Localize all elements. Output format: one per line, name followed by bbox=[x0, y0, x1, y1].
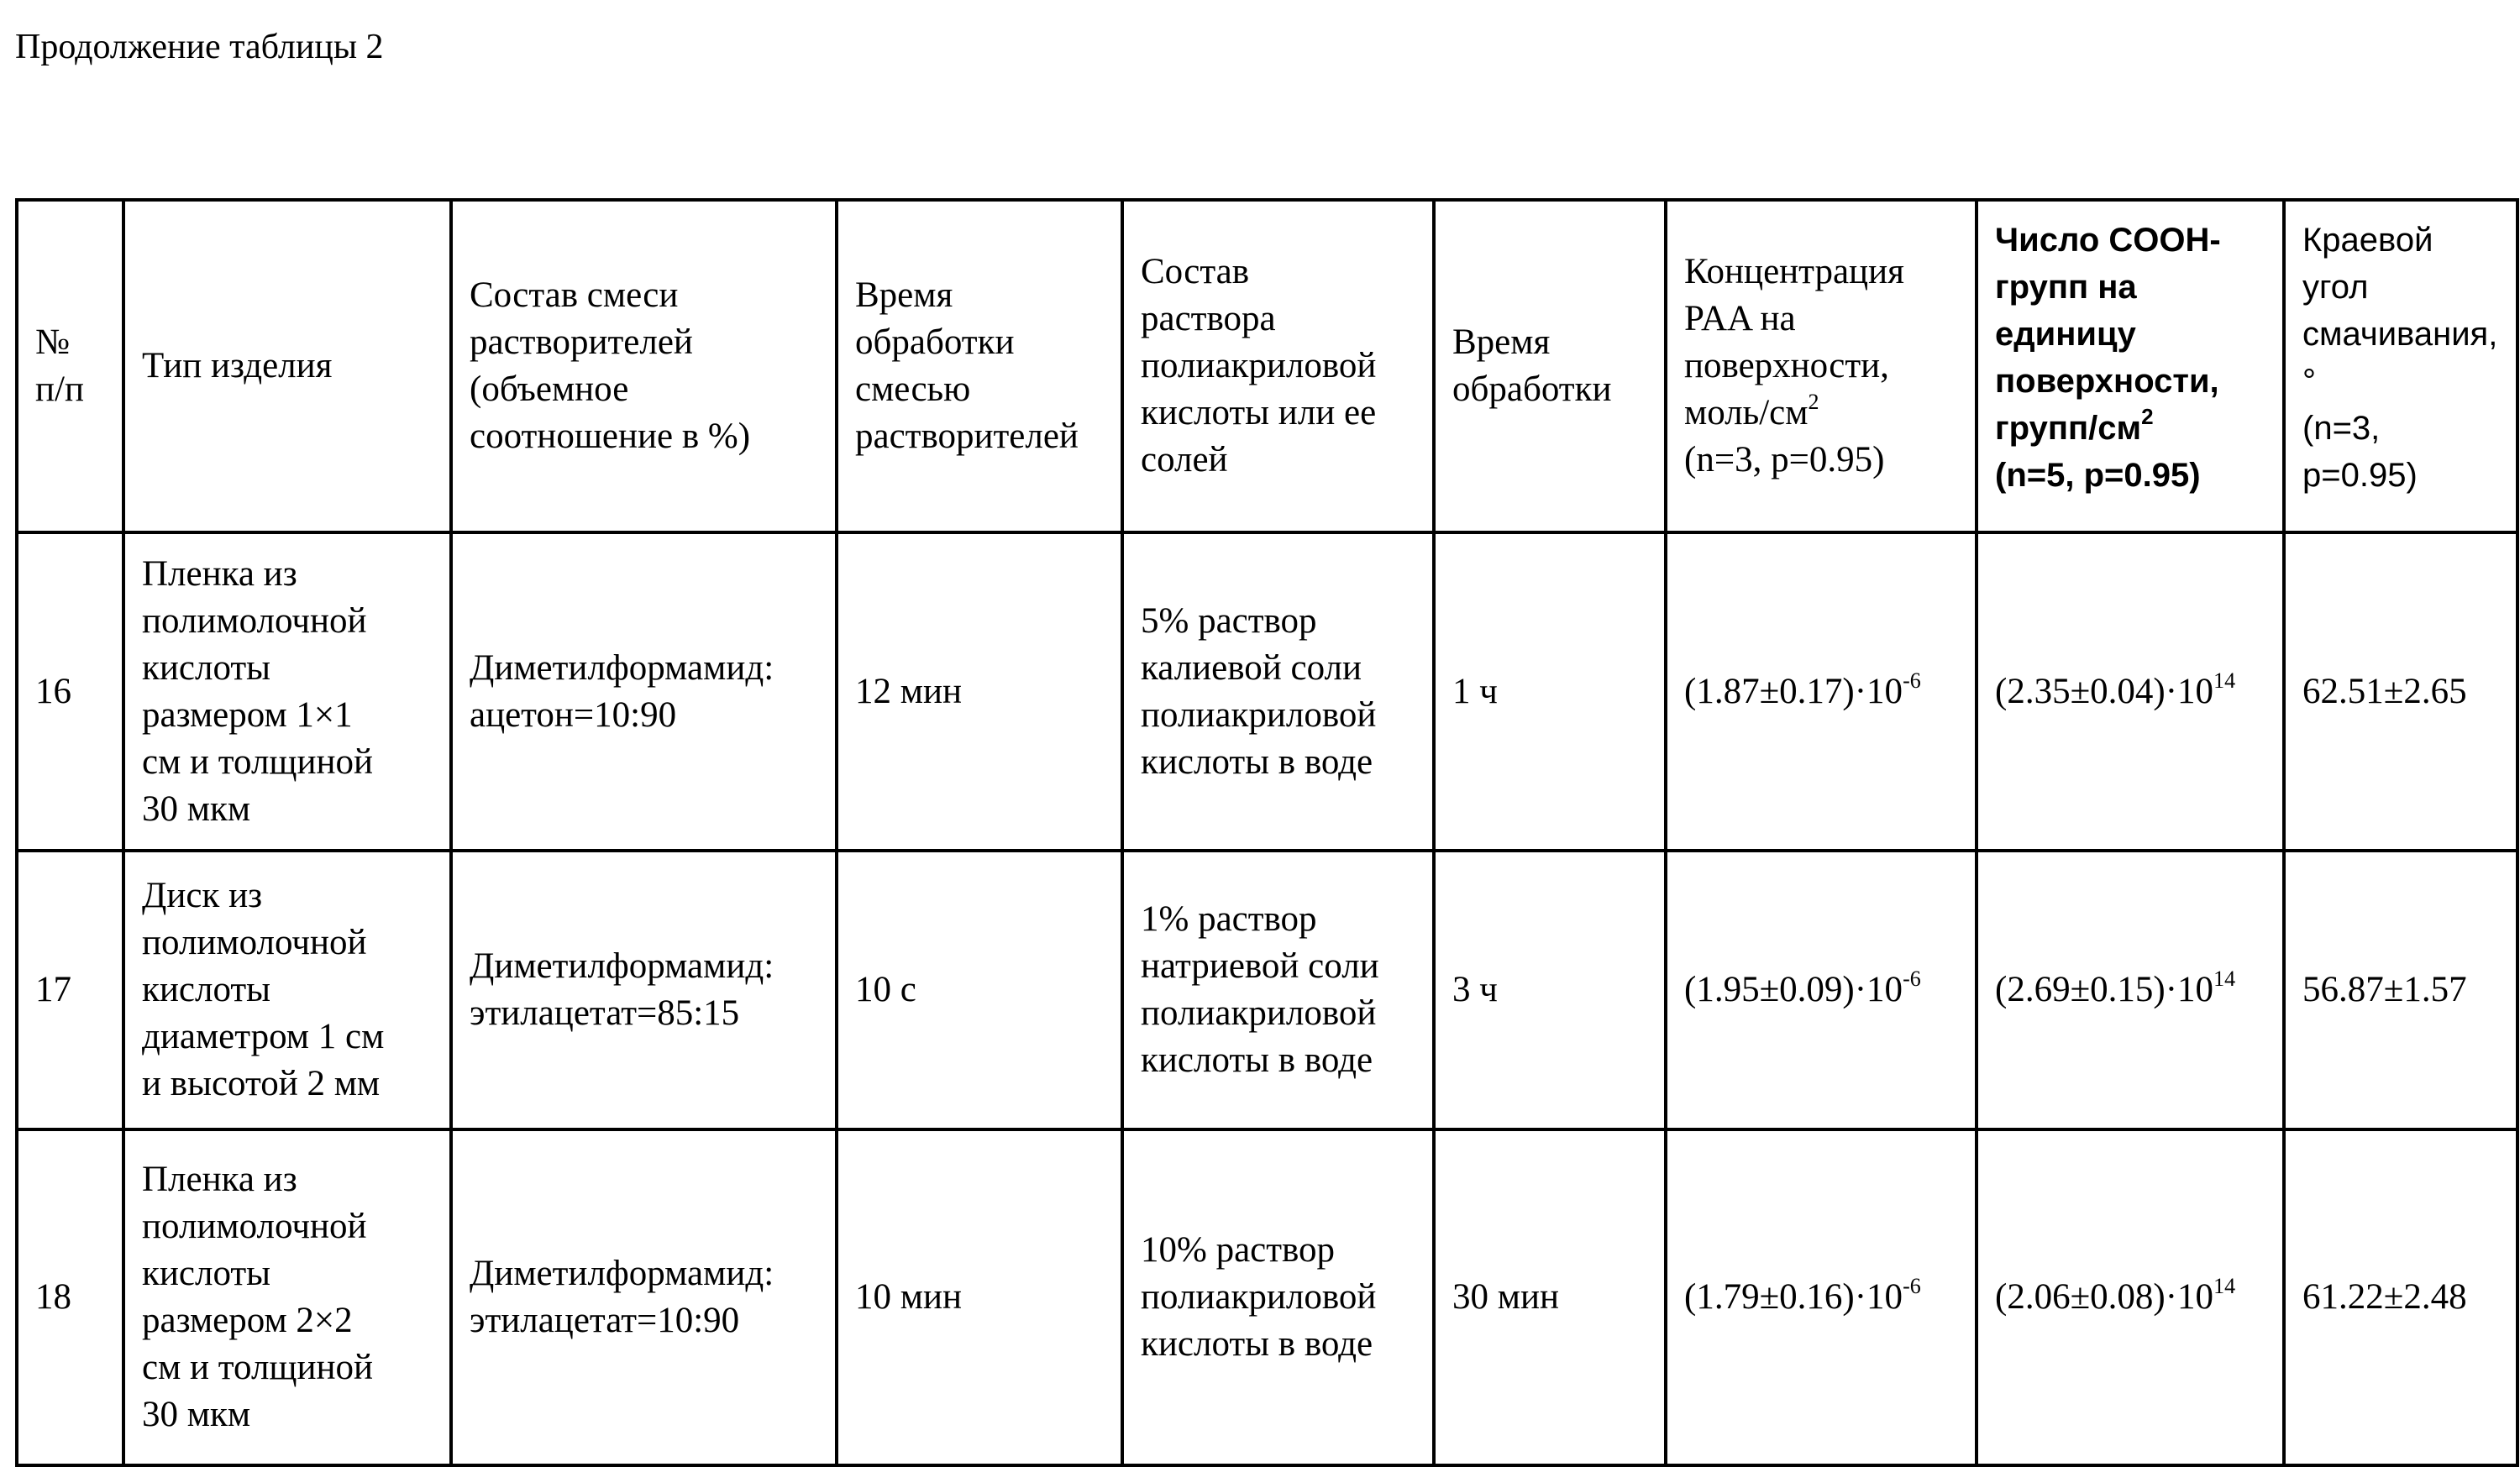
row-solvent-time: 10 с bbox=[837, 851, 1122, 1129]
header-product: Тип изделия bbox=[123, 200, 451, 532]
row-cooh: $(2.35\pm 0.04)\cdot 10^{14}$ bbox=[1977, 532, 2284, 851]
row-solvent-time: 10 мин bbox=[837, 1129, 1122, 1465]
row-concentration: $(1.79\pm 0.16)\cdot 10^{-6}$ bbox=[1666, 1129, 1977, 1465]
row-contact-angle: 56.87±1.57 bbox=[2284, 851, 2517, 1129]
row-solvent: Диметилформамид: ацетон=10:90 bbox=[451, 532, 837, 851]
row-product: Диск из полимолочной кислоты диаметром 1 см и высотой 2 мм bbox=[123, 851, 451, 1129]
row-cooh: $(2.69\pm 0.15)\cdot 10^{14}$ bbox=[1977, 851, 2284, 1129]
header-cooh: Число COOH- групп на единицу поверхности, групп/$см^2$ (n=5, p=0.95) bbox=[1977, 200, 2284, 532]
row-product: Пленка из полимолочной кислоты размером 2×2 см и толщиной 30 мкм bbox=[123, 1129, 451, 1465]
header-concentration: Концентрация PAA на поверхности, моль/$см^2$ (n=3, p=0.95) bbox=[1666, 200, 1977, 532]
header-row bbox=[17, 200, 2517, 532]
row-time: 30 мин bbox=[1434, 1129, 1666, 1465]
row-product: Пленка из полимолочной кислоты размером 1×1 см и толщиной 30 мкм bbox=[123, 532, 451, 851]
row-solvent: Диметилформамид: этилацетат=85:15 bbox=[451, 851, 837, 1129]
row-concentration: $(1.95\pm 0.09)\cdot 10^{-6}$ bbox=[1666, 851, 1977, 1129]
row-contact-angle: 62.51±2.65 bbox=[2284, 532, 2517, 851]
row-solvent: Диметилформамид: этилацетат=10:90 bbox=[451, 1129, 837, 1465]
row-contact-angle: 61.22±2.48 bbox=[2284, 1129, 2517, 1465]
data-table bbox=[15, 198, 2519, 1467]
row-solvent-time: 12 мин bbox=[837, 532, 1122, 851]
header-num: № п/п bbox=[17, 200, 123, 532]
header-solvent-time: Время обработки смесью растворителей bbox=[837, 200, 1122, 532]
row-num: 16 bbox=[17, 532, 123, 851]
row-solution: 5% раствор калиевой соли полиакриловой кислоты в воде bbox=[1122, 532, 1434, 851]
header-solution: Состав раствора полиакриловой кислоты или ее солей bbox=[1122, 200, 1434, 532]
header-time: Время обработки bbox=[1434, 200, 1666, 532]
table-row bbox=[17, 1129, 2517, 1465]
header-solvent: Состав смеси растворителей (объемное соотношение в %) bbox=[451, 200, 837, 532]
table-row bbox=[17, 532, 2517, 851]
row-time: 3 ч bbox=[1434, 851, 1666, 1129]
row-time: 1 ч bbox=[1434, 532, 1666, 851]
row-num: 18 bbox=[17, 1129, 123, 1465]
row-solution: 1% раствор натриевой соли полиакриловой кислоты в воде bbox=[1122, 851, 1434, 1129]
row-solution: 10% раствор полиакриловой кислоты в воде bbox=[1122, 1129, 1434, 1465]
table-caption: Продолжение таблицы 2 bbox=[15, 28, 384, 66]
row-concentration: $(1.87\pm 0.17)\cdot 10^{-6}$ bbox=[1666, 532, 1977, 851]
row-num: 17 bbox=[17, 851, 123, 1129]
row-cooh: $(2.06\pm 0.08)\cdot 10^{14}$ bbox=[1977, 1129, 2284, 1465]
table-row bbox=[17, 851, 2517, 1129]
header-contact-angle: Краевой угол смачивания,° (n=3, p=0.95) bbox=[2284, 200, 2517, 532]
